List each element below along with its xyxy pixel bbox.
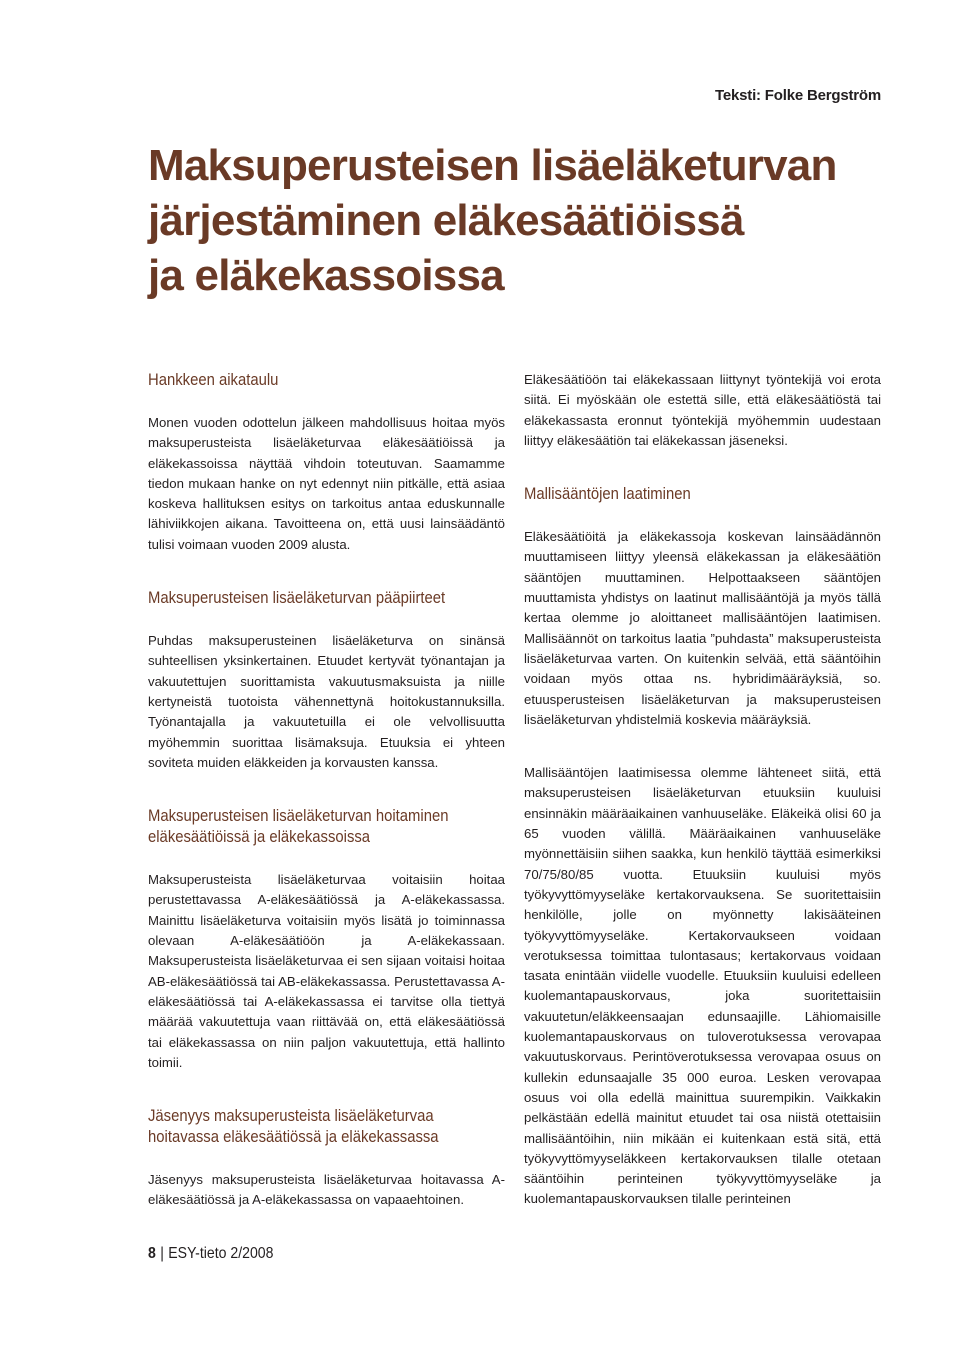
title-line-2: järjestäminen eläkesäätiöissä <box>148 196 744 245</box>
publication-name: ESY-tieto 2/2008 <box>168 1245 274 1262</box>
section-text-membership: Jäsenyys maksuperusteista lisäeläketurvaa hoitavassa A-eläkesäätiössä ja A-eläkekassassa on vapaaehtoinen. <box>148 1172 505 1208</box>
paragraph-membership-continued: Eläkesäätiöön tai eläkekassaan liittynyt työntekijä voi erota siitä. Ei myöskään ole estettä sille, että eläkesäätiöstä tai eläkekassasta eronnut työntekijä myöhemmin uudestaan liittyy eläkesäätiön tai eläkekassan jäseneksi. <box>524 372 881 448</box>
byline: Teksti: Folke Bergström <box>715 87 881 104</box>
section-heading-main-features: Maksuperusteisen lisäeläketurvan pääpiirteet <box>148 589 446 608</box>
heading-line: eläkesäätiöissä ja eläkekassoissa <box>148 828 371 847</box>
section-text-main-features: Puhdas maksuperusteinen lisäeläketurva on sinänsä suhteellisen yksinkertainen. Etuudet kertyvät työnantajan ja vakuutettujen suorittamista vakuutusmaksuista ja niille kertyneistä tuotoista vähennettynä hoitokustannuksilla. Työnantajalla ja vakuutetuilla ei ole velvollisuutta myöhemmin suorittaa lisämaksuja. Etuuksia ei yhteen soviteta muiden eläkkeiden ja korvausten kanssa. <box>148 633 505 770</box>
heading-line: Maksuperusteisen lisäeläketurvan hoitaminen <box>148 807 449 826</box>
footer-separator: | <box>160 1245 164 1262</box>
page-number: 8 <box>148 1245 156 1262</box>
heading-line: hoitavassa eläkesäätiössä ja eläkekassassa <box>148 1128 439 1147</box>
paragraph-benefits: Mallisääntöjen laatimisessa olemme lähteneet siitä, että maksuperusteisen lisäeläketurvan etuuksiin kuuluisi ensinnäkin määräaikainen vanhuuseläke. Eläkeikä olisi 60 ja 65 vuoden välillä. Määräaikainen vanhuuseläke myönnettäisiin siihen saakka, kun henkilö täyttää esimerkiksi 70/75/80/85 vuotta. Etuuksiin kuuluisi myös työkyvyttömyyseläke kertakorvauksena. Se suoritettaisiin henkilölle, jolle on myönnetty lakisääteinen työkyvyttömyyseläke. Kertakorvaukseen voidaan verotuksessa toimittaa tulontasaus; kertakorvaus voidaan tasata enintään viidelle vuodelle. Etuuksiin kuuluisi edelleen kuolemantapauskorvaus, joka suoritettaisiin vakuutetun/eläkkeensaajan edunsaajille. Lähiomaisille kuolemantapauskorvaus on tuloverotuksessa verovapaa vakuutuskorvaus. Perintöverotuksessa verovapaa osuus on kullekin edunsaajalle 35 000 euroa. Lesken verovapaa osuus voi olla edellä mainittua suurempikin. Vaikkakin pelkästään edellä mainitut etuudet tai osa niistä otettaisiin mallisääntöihin, niin mikään ei kuitenkaan estä sitä, että työkyvyttömyyseläkkeen kertakorvauksen tilalle otetaan sääntöihin perinteinen työkyvyttömyyseläke ja kuolemantapauskorvauksen tilalle perinteinen <box>524 765 881 1207</box>
title-line-3: ja eläkekassoissa <box>148 251 504 300</box>
section-text-schedule: Monen vuoden odottelun jälkeen mahdollisuus hoitaa myös maksuperusteista lisäeläketurvaa eläkesäätiöissä ja eläkekassoissa näyttää vihdoin toteutuvan. Saamamme tiedon mukaan hanke on nyt edennyt niin pitkälle, että asiaa koskeva hallituksen esitys on tarkoitus antaa eduskunnalle lähiviikkojen aikana. Tavoitteena on, että uusi lainsäädäntö tulisi voimaan vuoden 2009 alusta. <box>148 415 505 552</box>
heading-line: Jäsenyys maksuperusteista lisäeläketurvaa <box>148 1107 434 1126</box>
section-heading-management <box>148 806 469 848</box>
left-column <box>148 370 505 1211</box>
section-heading-model-rules: Mallisääntöjen laatiminen <box>524 485 691 504</box>
section-text-model-rules: Eläkesäätiöitä ja eläkekassoja koskevan lainsäädännön muuttamiseen liittyy yleensä eläkekassan ja eläkesäätiön sääntöjen muuttaminen. Helpottaakseen sääntöjen muuttamista yhdistys on laatinut mallisääntöjä ja myös tällä kertaa olemme jo aloittaneet mallisääntöjen laatimisen. Mallisäännöt on tarkoitus laatia ”puhdasta” maksuperusteista lisäeläketurvaa varten. On kuitenkin selvää, että sääntöihin voidaan myös ottaa ns. hybridimääräyksiä, so. etuusperusteisen lisäeläketurvan ja maksuperusteisen lisäeläketurvan yhdistelmiä koskevia määräyksiä. <box>524 529 881 727</box>
title-line-1: Maksuperusteisen lisäeläketurvan <box>148 141 837 190</box>
section-heading-membership <box>148 1106 469 1148</box>
right-column <box>524 370 881 1210</box>
article-title <box>148 138 908 303</box>
section-text-management: Maksuperusteista lisäeläketurvaa voitaisiin hoitaa perustettavassa A-eläkesäätiössä ja A-eläkekassassa. Mainittu lisäeläketurva voitaisiin myös lisätä jo toiminnassa olevaan A-eläkesäätiöön ja A-eläkekassaan. Maksuperusteista lisäeläketurvaa ei sen sijaan voitaisi hoitaa AB-eläkesäätiössä tai AB-eläkekassassa. Perustettavassa A-eläkesäätiössä tai A-eläkekassassa ei tarvitse olla tiettyä määrää vakuutettuja vaan riittävää on, että eläkesäätiössä tai eläkekassassa on niin paljon vakuutettuja, että hallinto toimii. <box>148 872 505 1070</box>
page-footer <box>148 1245 273 1263</box>
section-heading-schedule: Hankkeen aikataulu <box>148 371 279 389</box>
